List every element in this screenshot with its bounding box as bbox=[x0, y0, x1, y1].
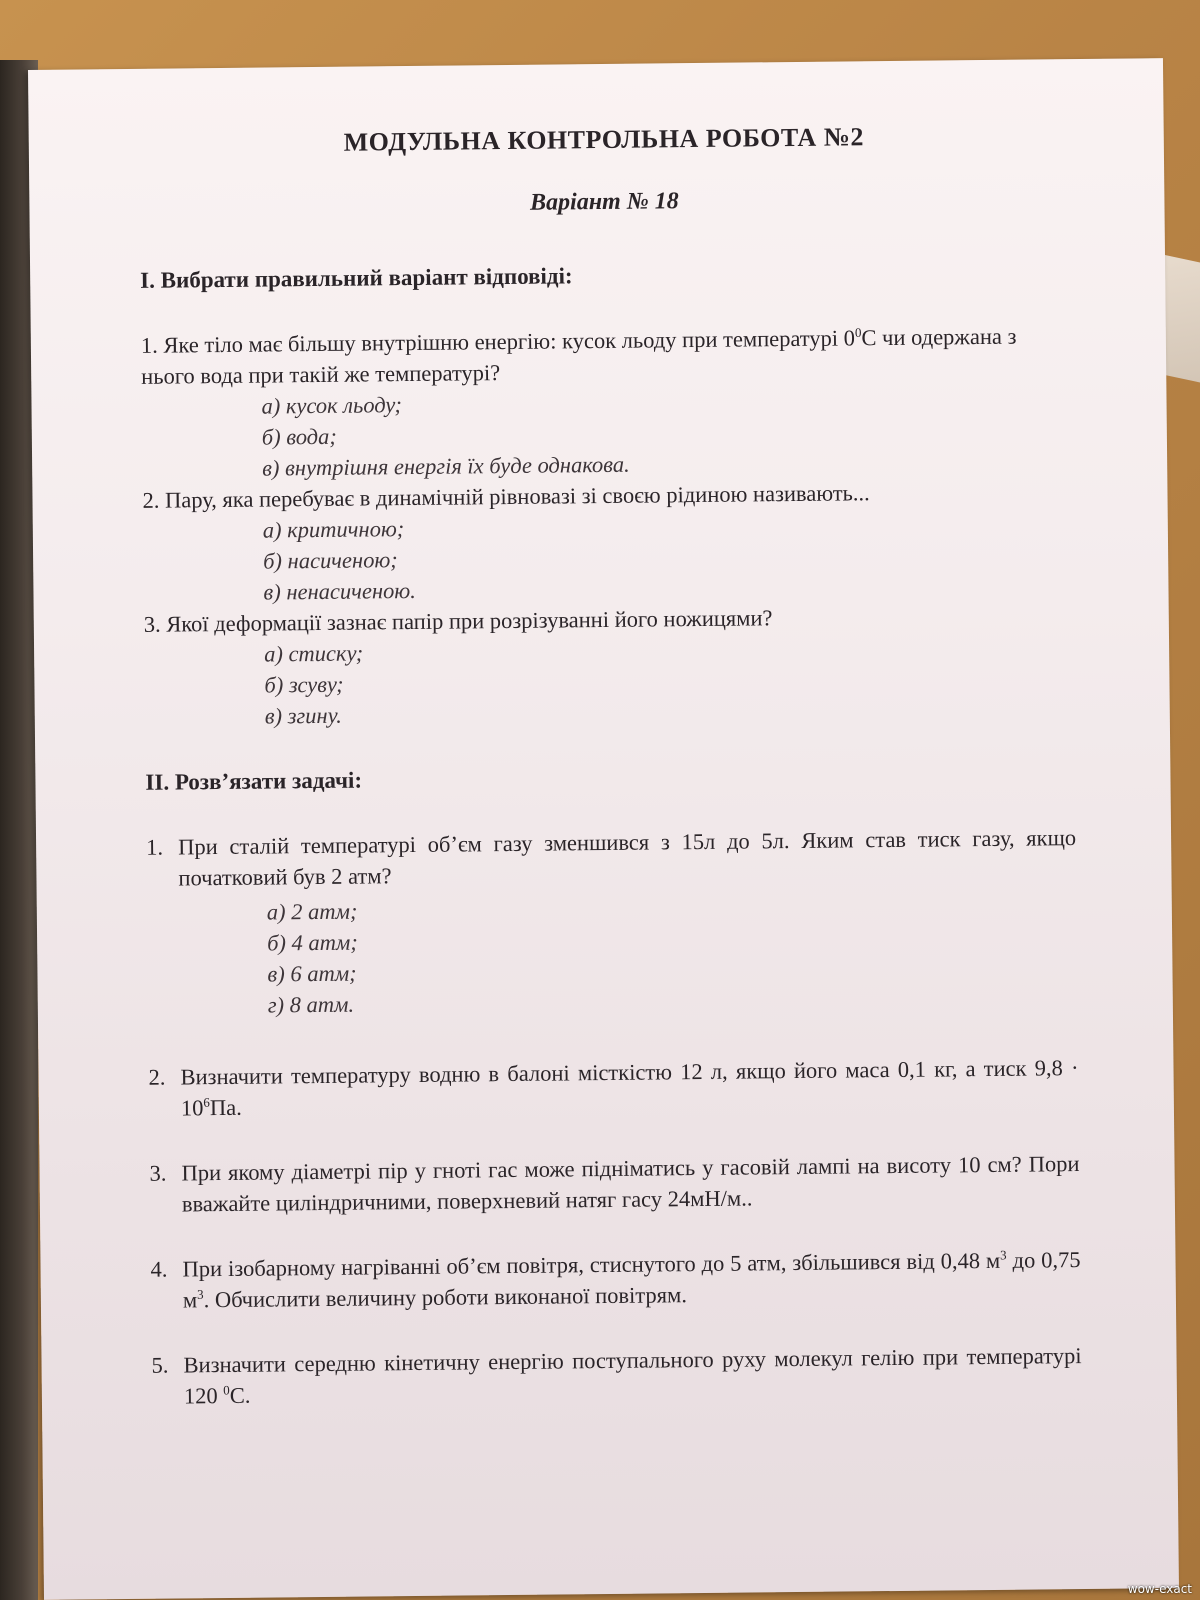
option-item: б) зсуву; bbox=[264, 671, 344, 698]
task-4-sup-a: 3 bbox=[1000, 1247, 1007, 1263]
task-number: 1. bbox=[146, 834, 164, 860]
task-4 bbox=[150, 1244, 1081, 1316]
option-item: г) 8 атм. bbox=[267, 991, 355, 1018]
task-5-text-a: Визначити середню кінетичну енергію поступального руху молекул гелію при температурі 120 bbox=[183, 1343, 1082, 1409]
task-2-text-a: Визначити температуру водню в балоні місткістю 12 л, якщо його маса 0,1 кг, а тиск 9,8 · 10 bbox=[180, 1055, 1079, 1121]
question-2-options bbox=[263, 506, 1074, 607]
task-text: При сталій температурі об’єм газу зменшився з 15л до 5л. Яким став тиск газу, якщо початковий був 2 атм? bbox=[178, 825, 1077, 891]
option-item: в) внутрішня енергія їх буде однакова. bbox=[262, 451, 630, 481]
task-text: При якому діаметрі пір у гноті гас може підніматись у гасовій лампі на висоту 10 см? Пори вважайте циліндричними, поверхневий натяг гасу 24мН/м.. bbox=[181, 1151, 1080, 1217]
task-5-text-b: С. bbox=[229, 1382, 251, 1408]
task-5-sup: 0 bbox=[223, 1382, 230, 1398]
task-text bbox=[183, 1340, 1082, 1411]
option-item: а) стиску; bbox=[263, 640, 364, 667]
question-3-options bbox=[264, 630, 1075, 731]
task-1 bbox=[146, 822, 1077, 894]
task-4-text-b: до 0,75 м bbox=[182, 1247, 1081, 1313]
variant-label: Варіант № 18 bbox=[529, 188, 679, 216]
task-2 bbox=[148, 1052, 1079, 1124]
part1-heading: І. Вибрати правильний варіант відповіді: bbox=[140, 263, 573, 293]
task-number: 3. bbox=[149, 1160, 167, 1186]
option-item: б) вода; bbox=[261, 423, 337, 450]
task-text bbox=[180, 1052, 1079, 1123]
option-item: а) кусок льоду; bbox=[261, 392, 403, 419]
task-4-sup-b: 3 bbox=[197, 1286, 204, 1302]
option-item: а) 2 атм; bbox=[266, 898, 358, 925]
task-5 bbox=[151, 1340, 1082, 1412]
option-item: в) згину. bbox=[264, 702, 342, 729]
task-1-options bbox=[267, 888, 1078, 1020]
task-3 bbox=[149, 1148, 1080, 1220]
part2-heading: ІІ. Розв’язати задачі: bbox=[145, 767, 363, 795]
task-number: 2. bbox=[148, 1064, 166, 1090]
question-2: 2. Пару, яка перебуває в динамічній рівновазі зі своєю рідиною називають... bbox=[142, 480, 870, 513]
question-3: 3. Якої деформації зазнає папір при розрізуванні його ножицями? bbox=[143, 605, 773, 637]
task-2-sup: 6 bbox=[203, 1094, 210, 1110]
exam-sheet bbox=[28, 58, 1179, 1600]
question-1-sup: 0 bbox=[854, 324, 862, 340]
document-title: МОДУЛЬНА КОНТРОЛЬНА РОБОТА №2 bbox=[343, 122, 865, 157]
exam-content bbox=[139, 119, 1083, 1446]
option-item: а) критичною; bbox=[262, 516, 405, 543]
task-4-text-a: При ізобарному нагріванні об’єм повітря, стиснутого до 5 атм, збільшився від 0,48 м bbox=[182, 1247, 1001, 1282]
question-1-options bbox=[261, 382, 1072, 483]
option-item: б) насиченою; bbox=[263, 547, 398, 574]
watermark: wow-exact bbox=[1127, 1582, 1192, 1596]
question-1-text-b: С чи одержана з нього вода при такій же температурі? bbox=[141, 323, 1017, 389]
task-2-text-b: Па. bbox=[209, 1094, 242, 1121]
task-number: 4. bbox=[150, 1256, 168, 1282]
question-1 bbox=[141, 320, 1072, 392]
option-item: б) 4 атм; bbox=[267, 929, 358, 956]
task-text bbox=[182, 1244, 1081, 1315]
task-4-text-c: . Обчислити величину роботи виконаної повітрям. bbox=[203, 1282, 688, 1313]
option-item: в) 6 атм; bbox=[267, 960, 357, 987]
task-number: 5. bbox=[151, 1352, 169, 1378]
question-1-text-a: 1. Яке тіло має більшу внутрішню енергію: кусок льоду при температурі 0 bbox=[140, 325, 856, 358]
option-item: в) ненасиченою. bbox=[263, 577, 416, 605]
